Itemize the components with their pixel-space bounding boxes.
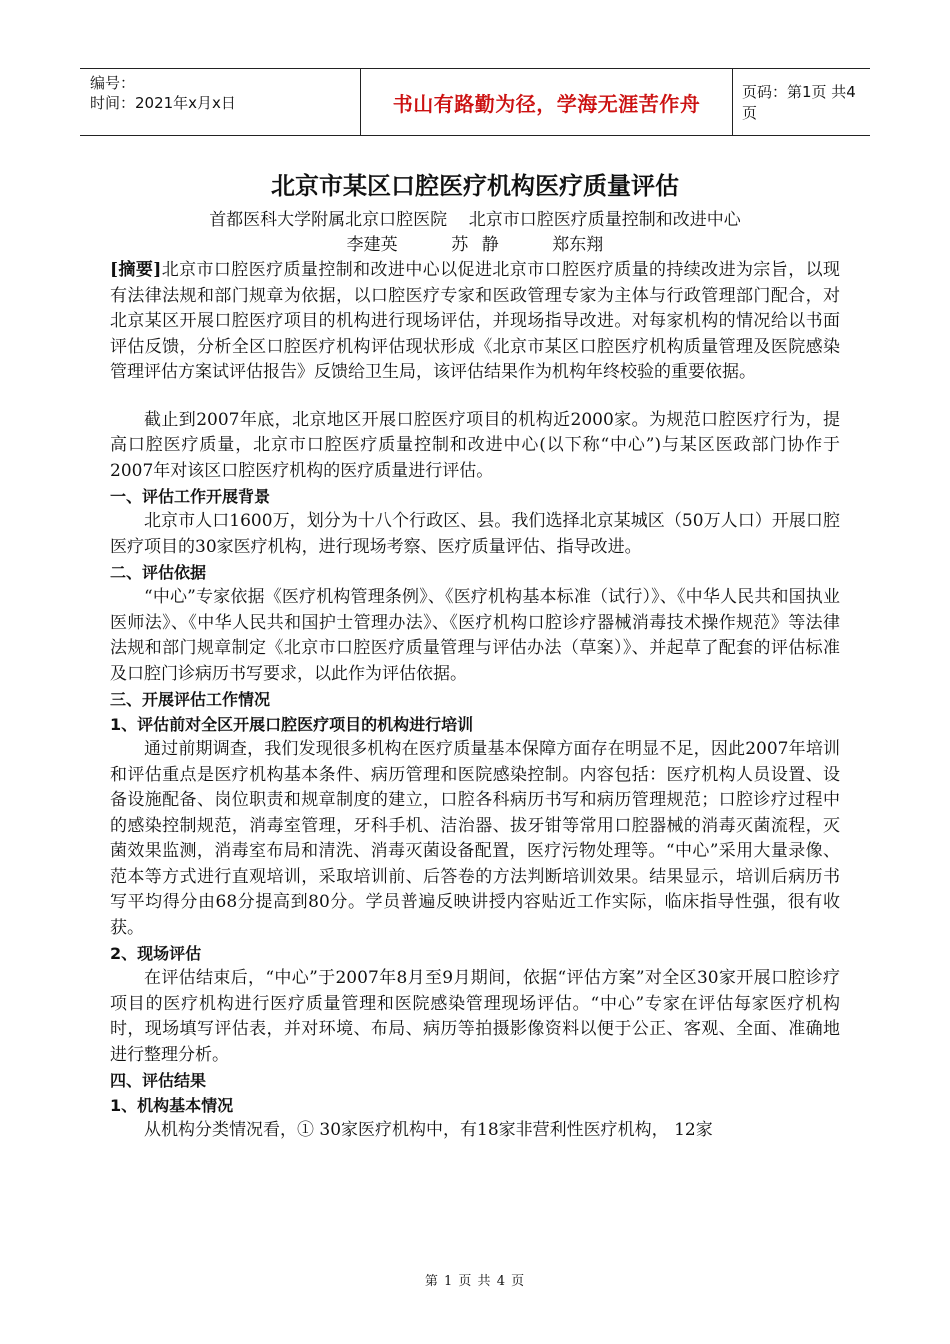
page-header bbox=[80, 68, 870, 136]
subsection-heading: 1、评估前对全区开展口腔医疗项目的机构进行培训 bbox=[110, 715, 474, 734]
section-heading: 二、评估依据 bbox=[110, 563, 207, 582]
subsection-heading: 1、机构基本情况 bbox=[110, 1096, 234, 1115]
header-motto: 书山有路勤为径，学海无涯苦作舟 bbox=[392, 91, 701, 116]
section-heading: 一、评估工作开展背景 bbox=[110, 487, 271, 506]
author-affiliation: 首都医科大学附属北京口腔医院 北京市口腔医疗质量控制和改进中心 bbox=[209, 210, 741, 230]
header-page-info: 页码：第1页 共4页 bbox=[742, 83, 856, 122]
section-heading: 四、评估结果 bbox=[110, 1071, 207, 1090]
abstract-label: [摘要] bbox=[110, 260, 162, 280]
header-divider bbox=[732, 69, 733, 135]
author-names: 李建英 苏 静 郑东翔 bbox=[346, 235, 604, 255]
section-paragraph: 通过前期调查，我们发现很多机构在医疗质量基本保障方面存在明显不足，因此2007年培训和评估重点是医疗机构基本条件、病历管理和医院感染控制。内容包括：医疗机构人员设置、设备设施配备、岗位职责和规章制度的建立，口腔各科病历书写和病历管理规范；口腔诊疗过程中的感染控制规范，消毒室管理，牙科手机、洁治器、拔牙钳等常用口腔器械的消毒灭菌流程，灭菌效果监测，消毒室布局和清洗、消毒灭菌设备配置，医疗污物处理等。“中心”采用大量录像、范本等方式进行直观培训，采取培训前、后答卷的方法判断培训效果。结果显示，培训后病历书写平均得分由68分提高到80分。学员普遍反映讲授内容贴近工作实际，临床指导性强，很有收获。 bbox=[110, 739, 840, 938]
subsection-heading: 2、现场评估 bbox=[110, 944, 202, 963]
section-paragraph: 在评估结束后，“中心”于2007年8月至9月期间，依据“评估方案”对全区30家开展口腔诊疗项目的医疗机构进行医疗质量管理和医院感染管理现场评估。“中心”专家在评估每家医疗机构时，现场填写评估表，并对环境、布局、病历等拍摄影像资料以便于公正、客观、全面、准确地进行整理分析。 bbox=[110, 968, 840, 1065]
header-meta bbox=[90, 73, 270, 113]
section-paragraph: 从机构分类情况看，① 30家医疗机构中，有18家非营利性医疗机构， 12家 bbox=[144, 1120, 713, 1140]
page-footer: 第 1 页 共 4 页 bbox=[424, 1274, 526, 1289]
article-title: 北京市某区口腔医疗机构医疗质量评估 bbox=[271, 172, 679, 200]
intro-paragraph: 截止到2007年底，北京地区开展口腔医疗项目的机构近2000家。为规范口腔医疗行为，提高口腔医疗质量，北京市口腔医疗质量控制和改进中心(以下称“中心”)与某区医政部门协作于2007年对该区口腔医疗机构的医疗质量进行评估。 bbox=[110, 409, 840, 481]
section-paragraph: 北京市人口1600万，划分为十八个行政区、县。我们选择北京某城区（50万人口）开展口腔医疗项目的30家医疗机构，进行现场考察、医疗质量评估、指导改进。 bbox=[110, 511, 840, 557]
doc-date-label: 时间：2021年x月x日 bbox=[90, 94, 236, 112]
paragraph-gap bbox=[110, 386, 840, 408]
article-body bbox=[110, 168, 840, 1144]
doc-number-label: 编号： bbox=[90, 74, 136, 92]
section-paragraph: “中心”专家依据《医疗机构管理条例》、《医疗机构基本标准（试行）》、《中华人民共和国执业医师法》、《中华人民共和国护士管理办法》、《医疗机构口腔诊疗器械消毒技术操作规范》等法律法规和部门规章制定《北京市口腔医疗质量管理与评估办法（草案）》、并起草了配套的评估标准及口腔门诊病历书写要求，以此作为评估依据。 bbox=[110, 587, 840, 684]
abstract-text: 北京市口腔医疗质量控制和改进中心以促进北京市口腔医疗质量的持续改进为宗旨，以现有法律法规和部门规章为依据，以口腔医疗专家和医政管理专家为主体与行政管理部门配合，对北京某区开展口腔医疗项目的机构进行现场评估，并现场指导改进。对每家机构的情况给以书面评估反馈，分析全区口腔医疗机构评估现状形成《北京市某区口腔医疗机构质量管理及医院感染管理评估方案试评估报告》反馈给卫生局，该评估结果作为机构年终校验的重要依据。 bbox=[110, 260, 840, 382]
section-heading: 三、开展评估工作情况 bbox=[110, 690, 271, 709]
abstract bbox=[110, 258, 840, 386]
